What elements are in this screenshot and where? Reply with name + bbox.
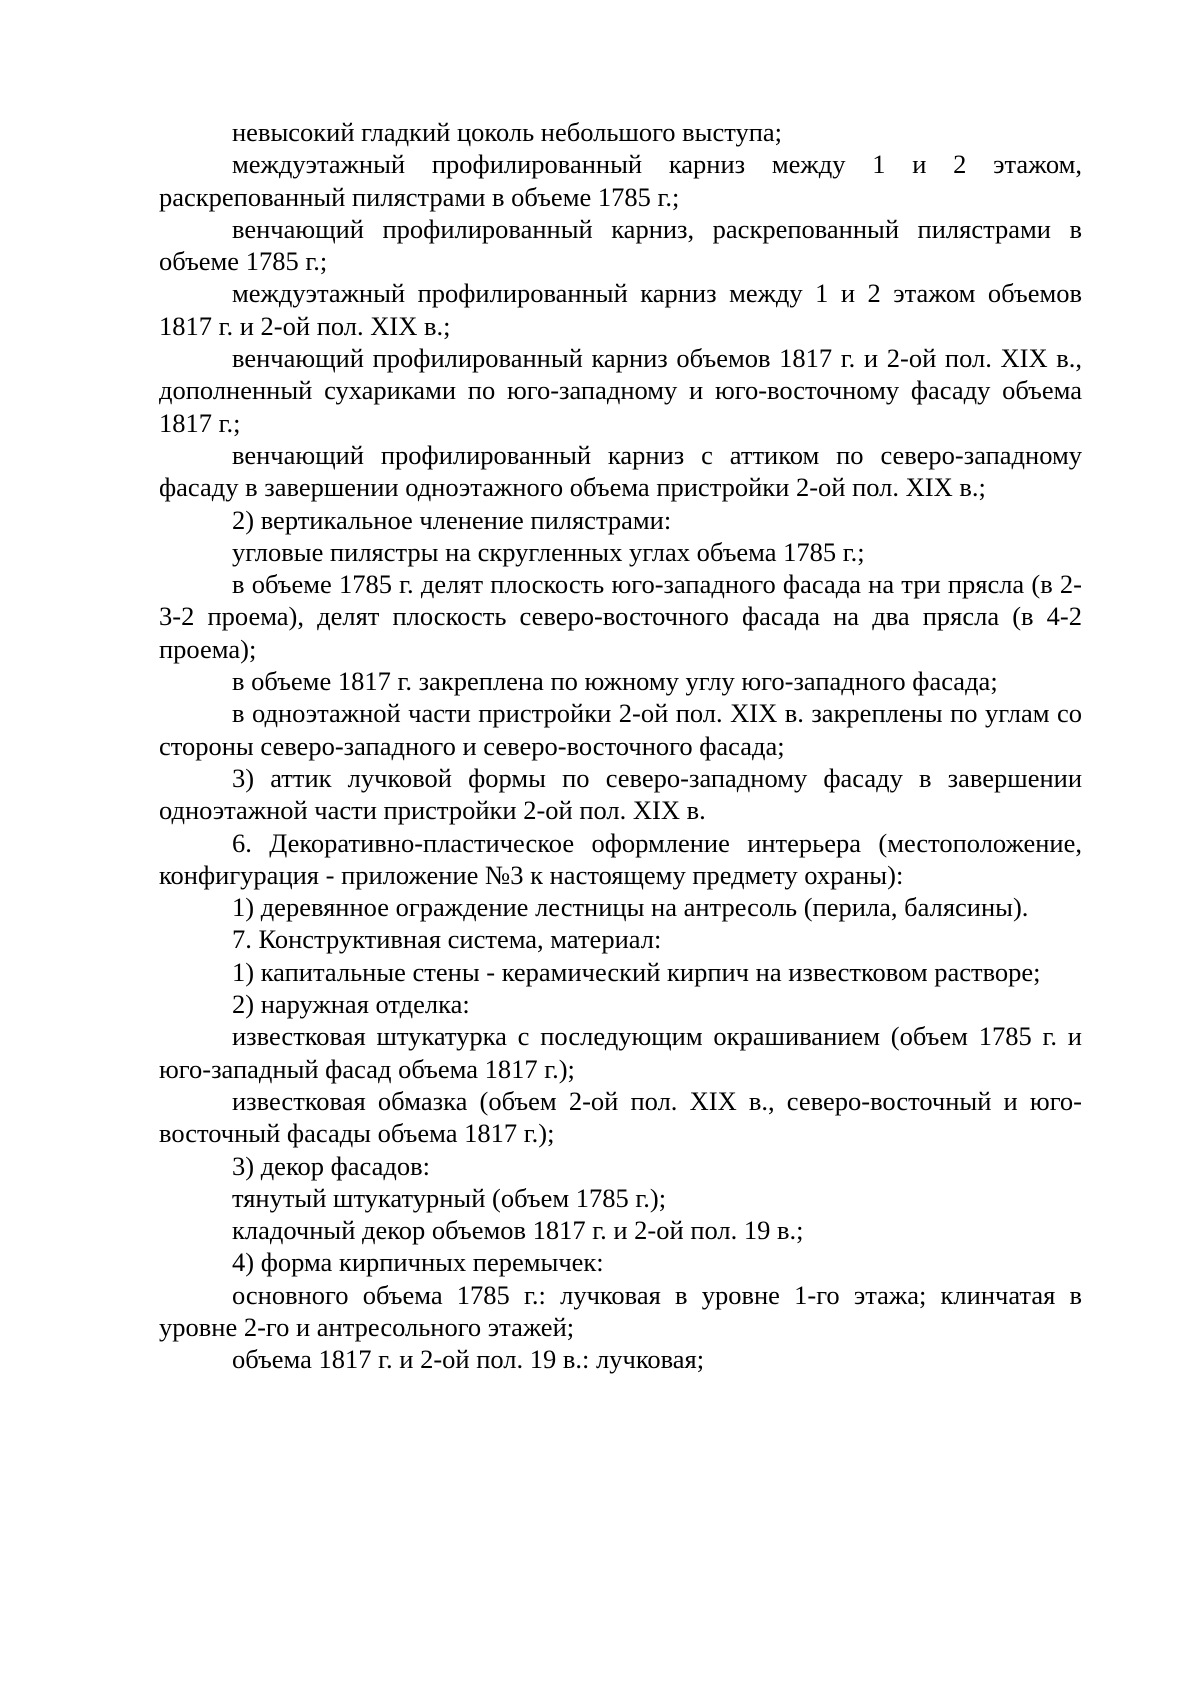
paragraph: 4) форма кирпичных перемычек:: [232, 1247, 604, 1278]
paragraph: 1) капитальные стены - керамический кирпич на известковом растворе;: [232, 956, 1041, 987]
paragraph: в объеме 1785 г. делят плоскость юго-западного фасада на три прясла (в 2-3-2 проема), делят плоскость северо-восточного фасада на два прясла (в 4-2 проема);: [159, 569, 1082, 664]
paragraph: 3) декор фасадов:: [232, 1150, 430, 1181]
paragraph: известковая обмазка (объем 2-ой пол. XIX в., северо-восточный и юго-восточный фасады объема 1817 г.);: [159, 1085, 1082, 1149]
paragraph: междуэтажный профилированный карниз между 1 и 2 этажом, раскрепованный пилястрами в объеме 1785 г.;: [159, 149, 1082, 212]
paragraph: угловые пилястры на скругленных углах объема 1785 г.;: [232, 536, 865, 567]
paragraph: кладочный декор объемов 1817 г. и 2-ой пол. 19 в.;: [232, 1215, 804, 1246]
paragraph: в одноэтажной части пристройки 2-ой пол. XIX в. закреплены по углам со стороны северо-западного и северо-восточного фасада;: [159, 698, 1082, 761]
paragraph: тянутый штукатурный (объем 1785 г.);: [232, 1182, 667, 1213]
paragraph: 7. Конструктивная система, материал:: [232, 924, 662, 955]
paragraph: 3) аттик лучковой формы по северо-западному фасаду в завершении одноэтажной части пристройки 2-ой пол. XIX в.: [159, 762, 1082, 826]
paragraph: венчающий профилированный карниз с аттиком по северо-западному фасаду в завершении одноэтажного объема пристройки 2-ой пол. XIX в.;: [159, 439, 1082, 503]
paragraph: 2) вертикальное членение пилястрами:: [232, 504, 672, 535]
document-body: [159, 116, 1082, 1376]
paragraph: объема 1817 г. и 2-ой пол. 19 в.: лучковая;: [232, 1344, 705, 1375]
paragraph: 6. Декоративно-пластическое оформление интерьера (местоположение, конфигурация - приложение №3 к настоящему предмету охраны):: [159, 827, 1082, 890]
paragraph: венчающий профилированный карниз объемов 1817 г. и 2-ой пол. XIX в., дополненный сухариками по юго-западному и юго-восточному фасаду объема 1817 г.;: [159, 343, 1082, 438]
paragraph: 2) наружная отделка:: [232, 989, 470, 1020]
paragraph: в объеме 1817 г. закреплена по южному углу юго-западного фасада;: [232, 666, 998, 697]
paragraph: 1) деревянное ограждение лестницы на антресоль (перила, балясины).: [232, 892, 1029, 923]
paragraph: междуэтажный профилированный карниз между 1 и 2 этажом объемов 1817 г. и 2-ой пол. XIX в.;: [159, 278, 1082, 341]
paragraph: основного объема 1785 г.: лучковая в уровне 1-го этажа; клинчатая в уровне 2-го и антресольного этажей;: [159, 1279, 1082, 1342]
paragraph: невысокий гладкий цоколь небольшого выступа;: [232, 117, 783, 147]
paragraph: венчающий профилированный карниз, раскрепованный пилястрами в объеме 1785 г.;: [159, 213, 1082, 277]
paragraph: известковая штукатурка с последующим окрашиванием (объем 1785 г. и юго-западный фасад объема 1817 г.);: [159, 1021, 1082, 1084]
